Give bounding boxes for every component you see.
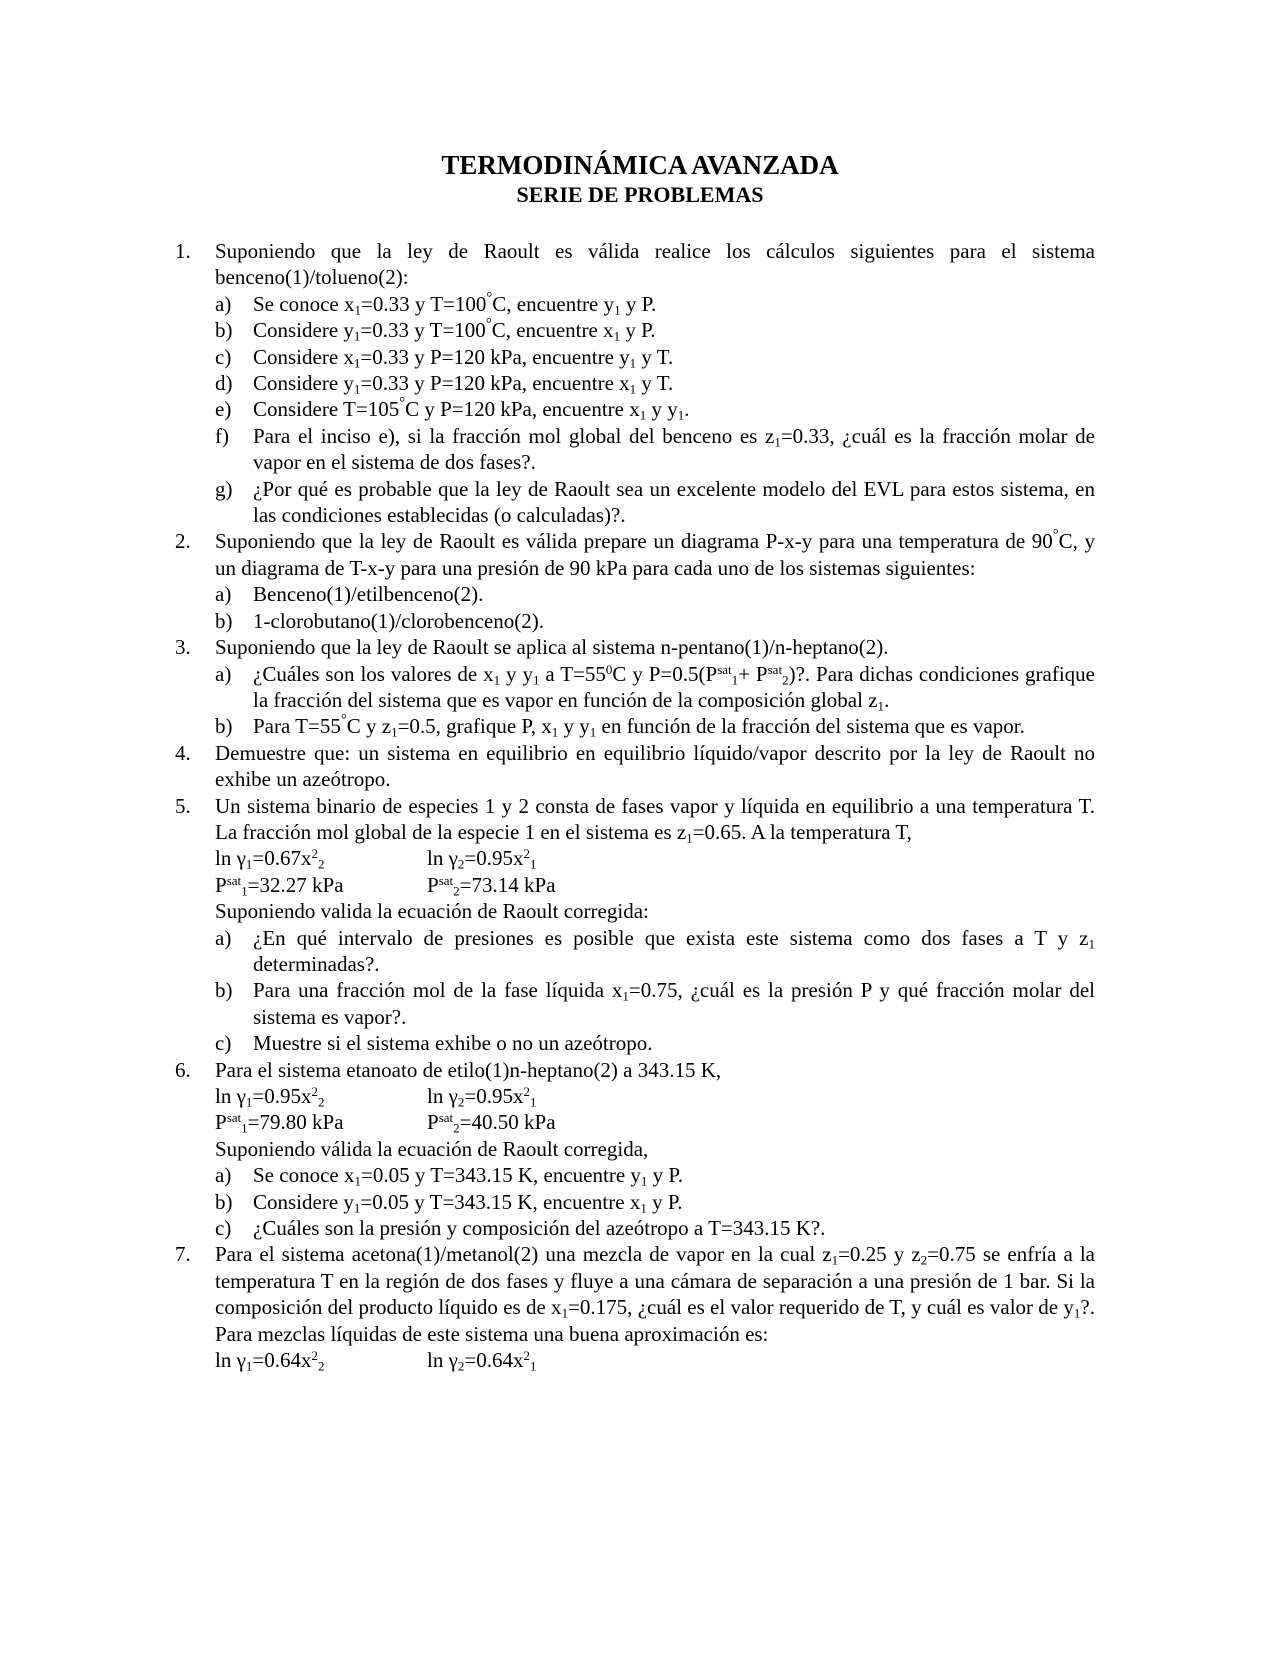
- subitem-label: b): [215, 1189, 233, 1214]
- subitem: [215, 1189, 1095, 1215]
- subitem: [215, 661, 1095, 714]
- subitem: [215, 344, 1095, 370]
- problem-list: [175, 238, 1095, 1373]
- equation-row: [215, 1083, 1095, 1109]
- page-subtitle: SERIE DE PROBLEMAS: [516, 182, 764, 207]
- subitem: [215, 423, 1095, 476]
- problem-number: 3.: [175, 635, 191, 660]
- problem-number: 4.: [175, 740, 191, 765]
- subitem-label: d): [215, 371, 233, 396]
- equation-right: $P^{sat}_2=40.50$ kPa: [427, 1110, 556, 1136]
- subitem: [215, 476, 1095, 529]
- problem-text: Un sistema binario de especies 1 y 2 consta de fases vapor y líquida en equilibrio a una temperatura T. La fracción mol global de la especie 1 en el sistema es $z_1=0.65$. A la temperatura T,: [215, 793, 1095, 846]
- subitem-text: Se conoce $x_1=0.05$ y T=343.15 K, encuentre $y_1$ y P.: [253, 1163, 684, 1189]
- problem-text: Suponiendo que la ley de Raoult es válida prepare un diagrama P-x-y para una temperatura de 90°C, y un diagrama de T-x-y para una presión de 90 kPa para cada uno de los sistemas siguientes:: [215, 527, 1096, 580]
- subitem-text: ¿Cuáles son la presión y composición del azeótropo a T=343.15 K?.: [253, 1216, 826, 1241]
- subitem-list: [215, 581, 1095, 634]
- subitem-label: c): [215, 1216, 232, 1241]
- problem: [175, 238, 1095, 528]
- page-title: TERMODINÁMICA AVANZADA: [441, 150, 839, 180]
- equation-row: [215, 845, 1095, 871]
- subitem: [215, 977, 1095, 1030]
- subitem-text: Considere T=105°C y P=120 kPa, encuentre $x_1$ y $y_1$.: [253, 395, 690, 423]
- equation-left: $\ln \gamma_1=0.67x^2_2$: [215, 846, 325, 872]
- subitem: [215, 1030, 1095, 1056]
- subitem: [215, 396, 1095, 422]
- problem-text: Suponiendo que la ley de Raoult se aplica al sistema n-pentano(1)/n-heptano(2).: [215, 635, 889, 660]
- equation-right: $\ln \gamma_2=0.95x^2_1$: [427, 846, 537, 872]
- equation-right: $\ln \gamma_2=0.64x^2_1$: [427, 1347, 537, 1374]
- subitem-text: Benceno(1)/etilbenceno(2).: [253, 582, 484, 607]
- subitem-label: a): [215, 582, 232, 607]
- problem: [175, 793, 1095, 1057]
- subitem-label: f): [215, 423, 229, 448]
- subitem-label: a): [215, 925, 232, 950]
- subitem-label: c): [215, 1031, 232, 1056]
- equation-row: [215, 872, 1095, 898]
- subitem: [215, 370, 1095, 396]
- subitem-label: a): [215, 661, 232, 686]
- subitem-label: a): [215, 1163, 232, 1188]
- problem: [175, 634, 1095, 740]
- problem-number: 7.: [175, 1242, 191, 1267]
- problem-number: 2.: [175, 529, 191, 554]
- subitem-text: 1-clorobutano(1)/clorobenceno(2).: [253, 608, 544, 633]
- problem-number: 1.: [175, 239, 191, 263]
- subitem-text: Considere $x_1=0.33$ y P=120 kPa, encuentre $y_1$ y T.: [253, 344, 674, 370]
- subitem: [215, 291, 1095, 317]
- subitem: [215, 317, 1095, 343]
- subitem-text: Para T=55°C y $z_1=0.5$, grafique P, $x_1$ y $y_1$ en función de la fracción del sistema que es vapor.: [253, 712, 1025, 740]
- problem-note: Suponiendo válida la ecuación de Raoult corregida,: [215, 1136, 649, 1161]
- subitem-label: b): [215, 978, 233, 1003]
- problem: [175, 1241, 1095, 1373]
- subitem-text: ¿Cuáles son los valores de $x_1$ y $y_1$ a $T=55^0C$ y $P=0.5(P^{sat}_1+ P^{sat}_2)$?. Para dichas condiciones grafique la fracción del sistema que es vapor en función de la composición global $z_1$.: [253, 661, 1095, 714]
- subitem-label: b): [215, 714, 233, 739]
- problem: [175, 740, 1095, 793]
- subitem: [215, 1215, 1095, 1241]
- subitem: [215, 713, 1095, 739]
- subitem-text: Para el inciso e), si la fracción mol global del benceno es $z_1=0.33$, ¿cuál es la fracción molar de vapor en el sistema de dos fases?.: [253, 423, 1095, 475]
- equation-left: $P^{sat}_1=32.27$ kPa: [215, 872, 344, 898]
- problem: [175, 528, 1095, 634]
- equation-row: [215, 1109, 1095, 1135]
- subitem-text: Considere $y_1=0.05$ y T=343.15 K, encuentre $x_1$ y P.: [253, 1189, 683, 1215]
- problem: [175, 1057, 1095, 1242]
- equation-row: [215, 1347, 1095, 1373]
- subitem-label: e): [215, 397, 232, 422]
- problem-text: Para el sistema etanoato de etilo(1)n-heptano(2) a 343.15 K,: [215, 1057, 722, 1082]
- subitem-list: [215, 1162, 1095, 1241]
- subitem-text: Se conoce $x_1=0.33$ y T=100°C, encuentre $y_1$ y P.: [253, 290, 657, 318]
- subitem-list: [215, 925, 1095, 1057]
- equation-left: $\ln \gamma_1=0.64x^2_2$: [215, 1347, 325, 1374]
- equation-left: $P^{sat}_1=79.80$ kPa: [215, 1110, 344, 1136]
- subitem-text: ¿En qué intervalo de presiones es posible que exista este sistema como dos fases a T y $z_1$ determinadas?.: [253, 925, 1095, 976]
- problem-number: 5.: [175, 793, 191, 818]
- subitem-list: [215, 661, 1095, 740]
- subitem-label: b): [215, 608, 233, 633]
- problem-note: Suponiendo valida la ecuación de Raoult corregida:: [215, 899, 649, 924]
- subitem-text: Considere $y_1=0.33$ y P=120 kPa, encuentre $x_1$ y T.: [253, 371, 674, 397]
- equation-right: $P^{sat}_2=73.14$ kPa: [427, 872, 556, 898]
- subitem-text: Para una fracción mol de la fase líquida $x_1=0.75$, ¿cuál es la presión P y qué fracción molar del sistema es vapor?.: [253, 978, 1095, 1029]
- subitem-text: Muestre si el sistema exhibe o no un azeótropo.: [253, 1031, 653, 1056]
- subitem: [215, 925, 1095, 978]
- subitem: [215, 581, 1095, 607]
- subitem-label: c): [215, 344, 232, 369]
- problem-text: Suponiendo que la ley de Raoult es válida realice los cálculos siguientes para el sistema benceno(1)/tolueno(2):: [215, 239, 1095, 290]
- subitem-label: a): [215, 291, 232, 316]
- subitem: [215, 608, 1095, 634]
- problem-text: Demuestre que: un sistema en equilibrio en equilibrio líquido/vapor descrito por la ley de Raoult no exhibe un azeótropo.: [215, 740, 1095, 792]
- equation-left: $\ln \gamma_1=0.95x^2_2$: [215, 1083, 325, 1110]
- problem-text: Para el sistema acetona(1)/metanol(2) una mezcla de vapor en la cual $z_1=0.25$ y $z_2=0.75$ se enfría a la temperatura T en la región de dos fases y fluye a una cámara de separación a una presión de 1 bar. Si la composición del producto líquido es de $x_1=0.175$, ¿cuál es el valor requerido de T, y cuál es valor de $y_1$?. Para mezclas líquidas de este sistema una buena aproximación es:: [215, 1242, 1096, 1346]
- header: [0, 149, 1280, 208]
- subitem: [215, 1162, 1095, 1188]
- problem-number: 6.: [175, 1057, 191, 1082]
- subitem-text: Considere $y_1=0.33$ y T=100°C, encuentre $x_1$ y P.: [253, 316, 656, 344]
- equation-right: $\ln \gamma_2=0.95x^2_1$: [427, 1083, 537, 1110]
- subitem-list: [215, 291, 1095, 529]
- subitem-text: ¿Por qué es probable que la ley de Raoult sea un excelente modelo del EVL para estos sistema, en las condiciones establecidas (o calculadas)?.: [253, 476, 1095, 528]
- subitem-label: g): [215, 476, 233, 501]
- subitem-label: b): [215, 318, 233, 343]
